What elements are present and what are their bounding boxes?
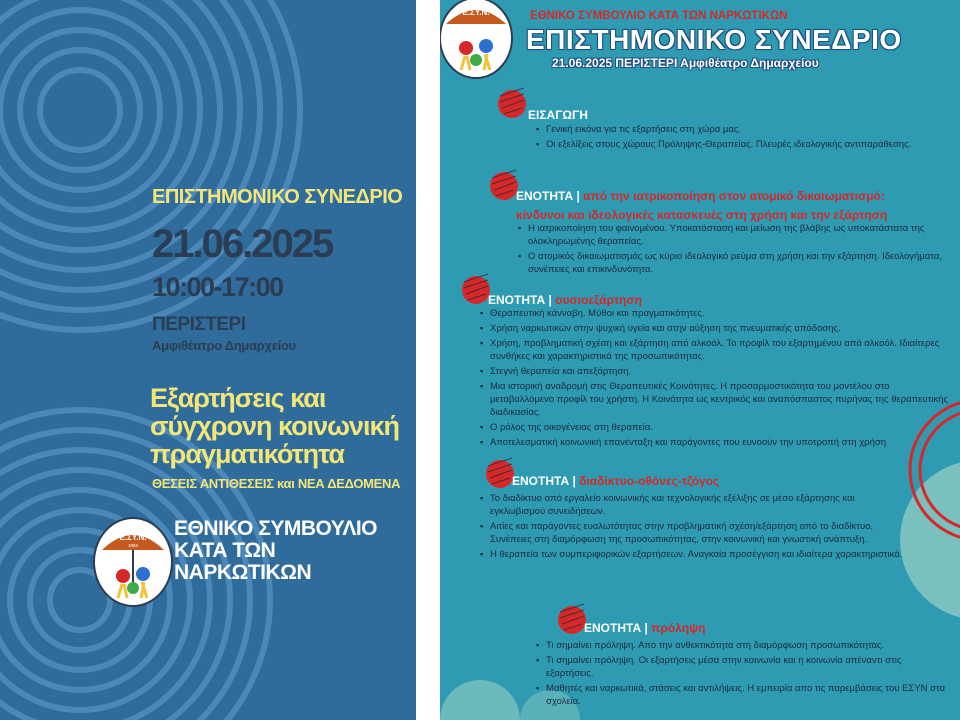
conference-venue: Αμφιθέατρο Δημαρχείου [152,338,296,353]
logo-text: Ε.ΣΥ.Ν. [119,533,147,542]
list-item: ▪ Μια ιστορική αναδρομή στις Θεραπευτικές Κοινότητες. Η προσαρμοστικότητα του μοντέλου στο μεταβαλλόμενο προφίλ του χρήστη. Η Κοινότητα ως κεντρικός και αναπόσπαστος πυρήνας της θεραπευτικής διαδικασίας. [480,380,950,419]
list-item: ▪ Το διαδίκτυο από εργαλείο κοινωνικής και τεχνολογικής εξέλιξης σε μέσο εξάρτησης και εγκλωβισμού συνειδήσεων. [480,492,912,518]
list-item: ▪ Αποτελεσματική κοινωνική επανένταξη και παράγοντες που ευνοούν την υποτροπή στη χρήση [480,436,950,449]
logo-text-right: Ε.ΣΥ.Ν. [462,8,490,17]
section-heading-substance [488,293,642,307]
list-item: ▪ Γενική εικόνα για τις εξαρτήσεις στη χώρα μας. [536,123,946,136]
organization-line-1: ΕΘΝΙΚΟ ΣΥΜΒΟΥΛΙΟ [174,517,378,540]
left-poster [0,0,416,720]
section-label: ΕΝΟΤΗΤΑ | [488,293,552,307]
section-heading-internet [512,474,719,488]
list-item: ▪ Τι σημαίνει πρόληψη. Οι εξαρτήσεις μέσα στην κοινωνία και η κοινωνία απέναντι στις εξαρτήσεις. [536,654,946,680]
concentric-rings-decoration [0,0,416,720]
list-item: ▪ Ο ρόλος της οικογένειας στη θεραπεία. [480,421,950,434]
list-item: ▪ Τι σημαίνει πρόληψη. Απο την ανθεκτικότητα στη διαμόρφωση προσωπικότητας. [536,639,946,652]
section-heading-prevention [584,621,705,635]
section-list-intro [536,123,946,153]
conference-date: 21.06.2025 [152,222,333,266]
header-organization: ΕΘΝΙΚΟ ΣΥΜΒΟΥΛΙΟ ΚΑΤΑ ΤΩΝ ΝΑΡΚΩΤΙΚΩΝ [530,10,788,22]
header-subtitle: 21.06.2025 ΠΕΡΙΣΤΕΡΙ Αμφιθέατρο Δημαρχείου [552,56,819,70]
section-label: ΕΝΟΤΗΤΑ | [512,474,576,488]
list-item: ▪ Αιτίες και παράγοντες ευαλωτότητας στην προβληματική σχέση/εξάρτηση από το διαδίκτυο. Συνέπειες στη διαμόρφωση της προσωπικότητας, στην κοινωνική και γνωστική ανάπτυξη. [480,520,912,546]
conference-place: ΠΕΡΙΣΤΕΡΙ [152,314,246,335]
organization-name [174,518,416,584]
list-item: ▪ Μαθητές και ναρκωτικά, στάσεις και αντιλήψεις. Η εμπειρία απο τις παρεμβάσεις του ΕΣΥΝ στα σχολεία. [536,682,946,708]
section-list-medicalization [518,222,948,278]
conference-title: ΕΠΙΣΤΗΜΟΝΙΚΟ ΣΥΝΕΔΡΙΟ [152,186,403,208]
logo-year: 1993 [127,543,139,548]
list-item: ▪ Χρήση ναρκωτικών στην ψυχική υγεία και στην αύξηση της πνευματικής απόδοσης. [480,322,950,335]
section-topic: διαδίκτυο-οθόνες-τζόγος [579,474,720,488]
list-item: ▪ Η ιατρικοποίηση του φαινομένου. Υποκατάσταση και μείωση της βλάβης ως υποκατάστατα της ολοκληρωμένης θεραπείας. [518,222,948,248]
header-title: ΕΠΙΣΤΗΜΟΝΙΚΟ ΣΥΝΕΔΡΙΟ [526,24,902,55]
organization-line-2: ΚΑΤΑ ΤΩΝ ΝΑΡΚΩΤΙΚΩΝ [174,539,312,584]
list-item: ▪ Στεγνή θεραπεία και απεξάρτηση. [480,365,950,378]
conference-subtitle: ΘΕΣΕΙΣ ΑΝΤΙΘΕΣΕΙΣ και ΝΕΑ ΔΕΔΟΜΕΝΑ [152,476,401,491]
section-topic: πρόληψη [651,621,706,635]
list-item: ▪ Θεραπευτική κάνναβη. Μύθοι και πραγματικότητες. [480,307,950,320]
conference-time: 10:00-17:00 [152,272,283,302]
list-item: ▪ Η θεραπεία των συμπεριφορικών εξαρτήσεων. Αναγκαία προσέγγιση και ιδιαίτερα χαρακτηριστικά. [480,548,912,561]
section-list-substance [480,307,950,451]
section-topic: από την ιατρικοποίηση στον ατομικό δικαιωματισμό: [583,189,885,203]
section-label: ΕΝΟΤΗΤΑ | [516,189,580,203]
conference-theme: Εξαρτήσεις και σύγχρονη κοινωνική πραγματικότητα [150,383,399,469]
section-heading-medicalization [516,189,885,203]
right-poster [440,0,960,720]
section-list-internet [480,492,912,563]
section-topic: ουσιοεξάρτηση [555,293,642,307]
list-item: ▪ Ο ατομικός δικαιωματισμός ως κύριο ιδεολογικό ρεύμα στη χρήση και την εξάρτηση. Ιδεολογήματα, συνέπειες και επικινδυνότητα. [518,250,948,276]
esyn-logo [92,516,174,608]
section-heading-intro: ΕΙΣΑΓΩΓΗ [528,108,588,122]
esyn-logo-right [440,0,516,80]
section-label: ΕΝΟΤΗΤΑ | [584,621,648,635]
section-topic-continued: κίνδυνοι και ιδεολογικές κατασκευές στη χρήση και την εξάρτηση [516,208,888,222]
section-list-prevention [536,639,946,710]
list-item: ▪ Οι εξελίξεις στους χώρους Πρόληψης-Θεραπείας. Πλευρές ιδεολογικής αντιπαράθεσης. [536,138,946,151]
list-item: ▪ Χρήση, προβληματική σχέση και εξάρτηση από αλκοόλ. Το προφίλ του εξαρτημένου από αλκοόλ. Ιδιαίτερες συνθήκες και χαρακτηριστικά της προσωπικότητας. [480,337,950,363]
